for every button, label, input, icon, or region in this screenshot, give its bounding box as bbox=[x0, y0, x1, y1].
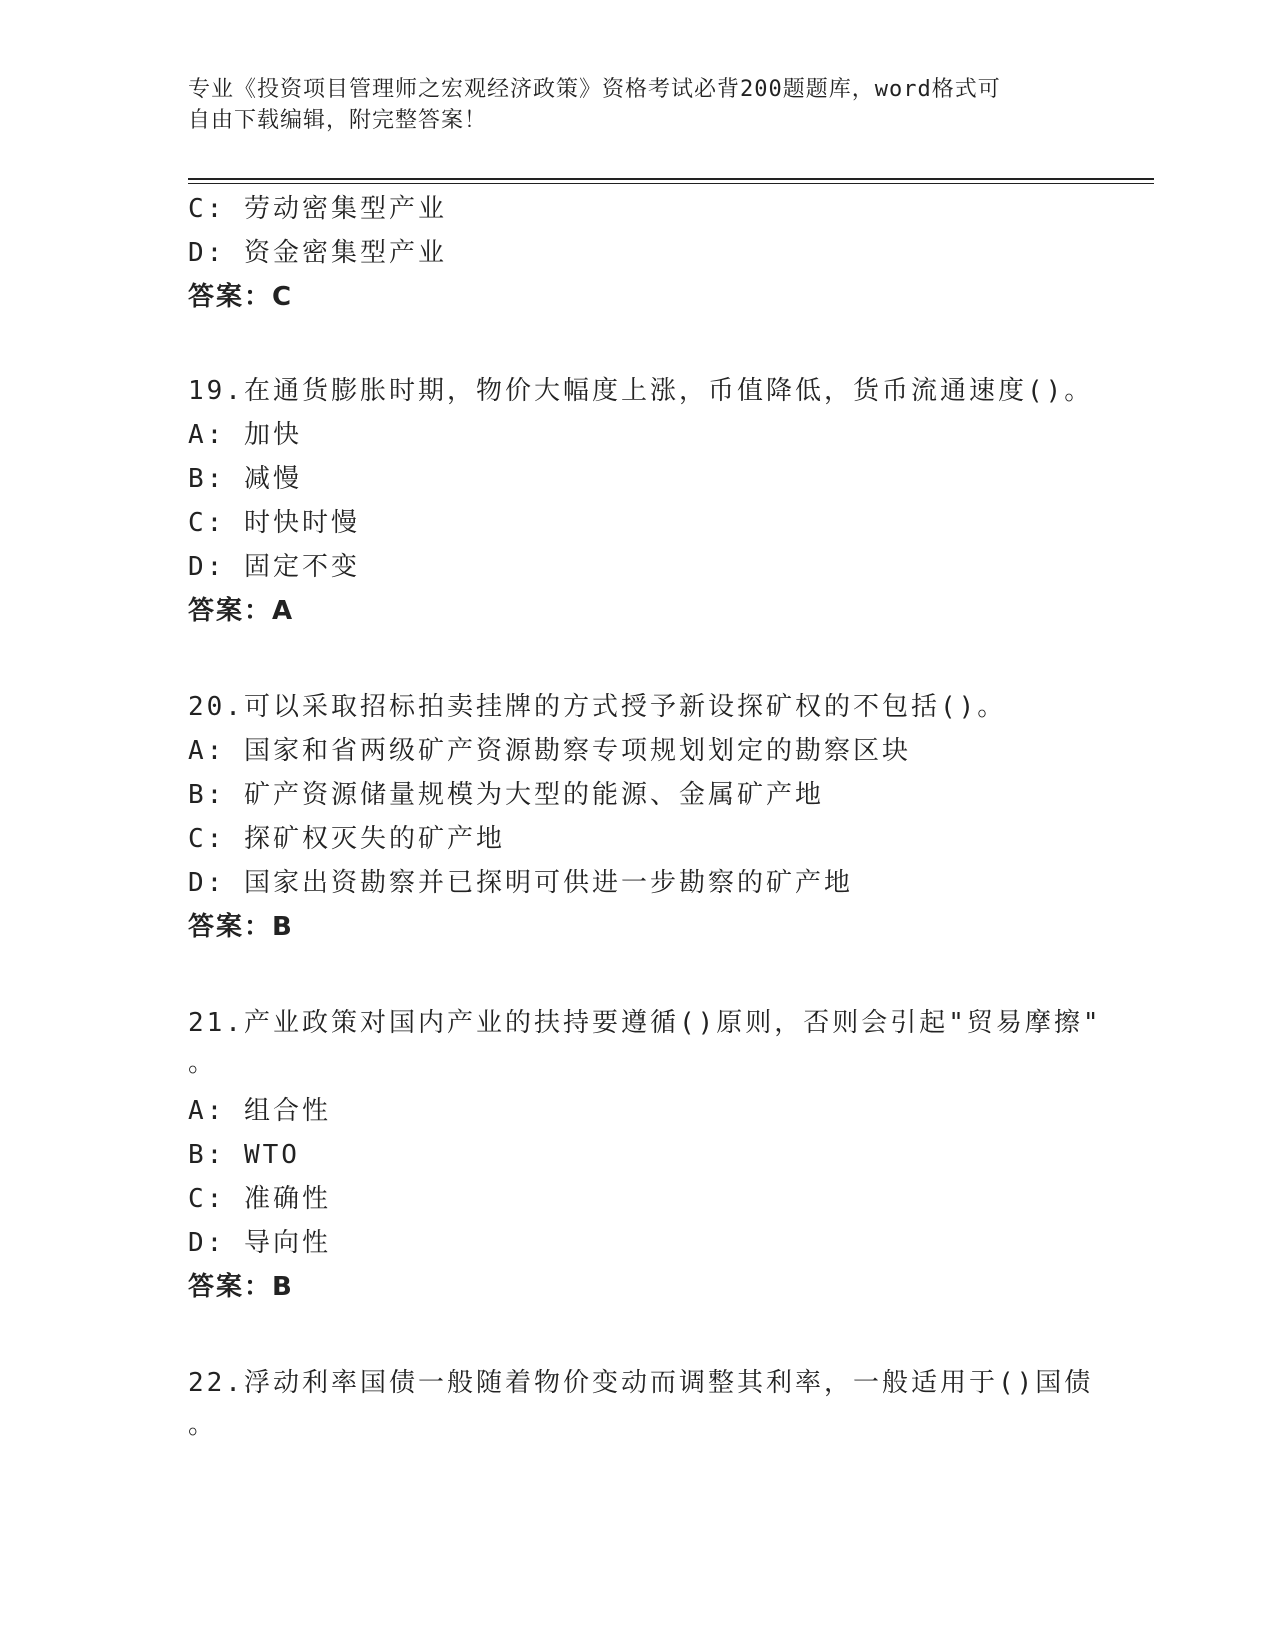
option-a: A: 加快 bbox=[188, 420, 302, 450]
question-stem: 19.在通货膨胀时期，物价大幅度上涨，币值降低，货币流通速度()。 bbox=[188, 376, 1094, 406]
option-b: B: WTO bbox=[188, 1140, 300, 1170]
question-stem: 22.浮动利率国债一般随着物价变动而调整其利率，一般适用于()国债 bbox=[188, 1368, 1094, 1398]
option-a: A: 国家和省两级矿产资源勘察专项规划划定的勘察区块 bbox=[188, 736, 911, 766]
option-d: D: 导向性 bbox=[188, 1228, 331, 1258]
document-header bbox=[188, 74, 1068, 136]
option-c: C: 探矿权灭失的矿产地 bbox=[188, 824, 505, 854]
option-c: C: 准确性 bbox=[188, 1184, 331, 1214]
header-divider bbox=[188, 178, 1154, 184]
answer-line: 答案：B bbox=[188, 912, 294, 942]
answer-line: 答案：C bbox=[188, 282, 294, 312]
option-a: A: 组合性 bbox=[188, 1096, 331, 1126]
question-stem-continuation: 。 bbox=[188, 1410, 218, 1440]
option-d: D: 固定不变 bbox=[188, 552, 360, 582]
answer-line: 答案：B bbox=[188, 1272, 294, 1302]
question-stem: 21.产业政策对国内产业的扶持要遵循()原则，否则会引起"贸易摩擦" bbox=[188, 1008, 1102, 1038]
option-c: C: 劳动密集型产业 bbox=[188, 194, 447, 224]
option-d: D: 国家出资勘察并已探明可供进一步勘察的矿产地 bbox=[188, 868, 853, 898]
option-c: C: 时快时慢 bbox=[188, 508, 360, 538]
header-line-2: 自由下载编辑，附完整答案！ bbox=[188, 108, 488, 133]
header-line-1: 专业《投资项目管理师之宏观经济政策》资格考试必背200题题库，word格式可 bbox=[188, 77, 1001, 102]
answer-line: 答案：A bbox=[188, 596, 295, 626]
option-b: B: 减慢 bbox=[188, 464, 302, 494]
question-stem: 20.可以采取招标拍卖挂牌的方式授予新设探矿权的不包括()。 bbox=[188, 692, 1007, 722]
option-b: B: 矿产资源储量规模为大型的能源、金属矿产地 bbox=[188, 780, 824, 810]
question-stem-continuation: 。 bbox=[188, 1048, 218, 1078]
option-d: D: 资金密集型产业 bbox=[188, 238, 447, 268]
